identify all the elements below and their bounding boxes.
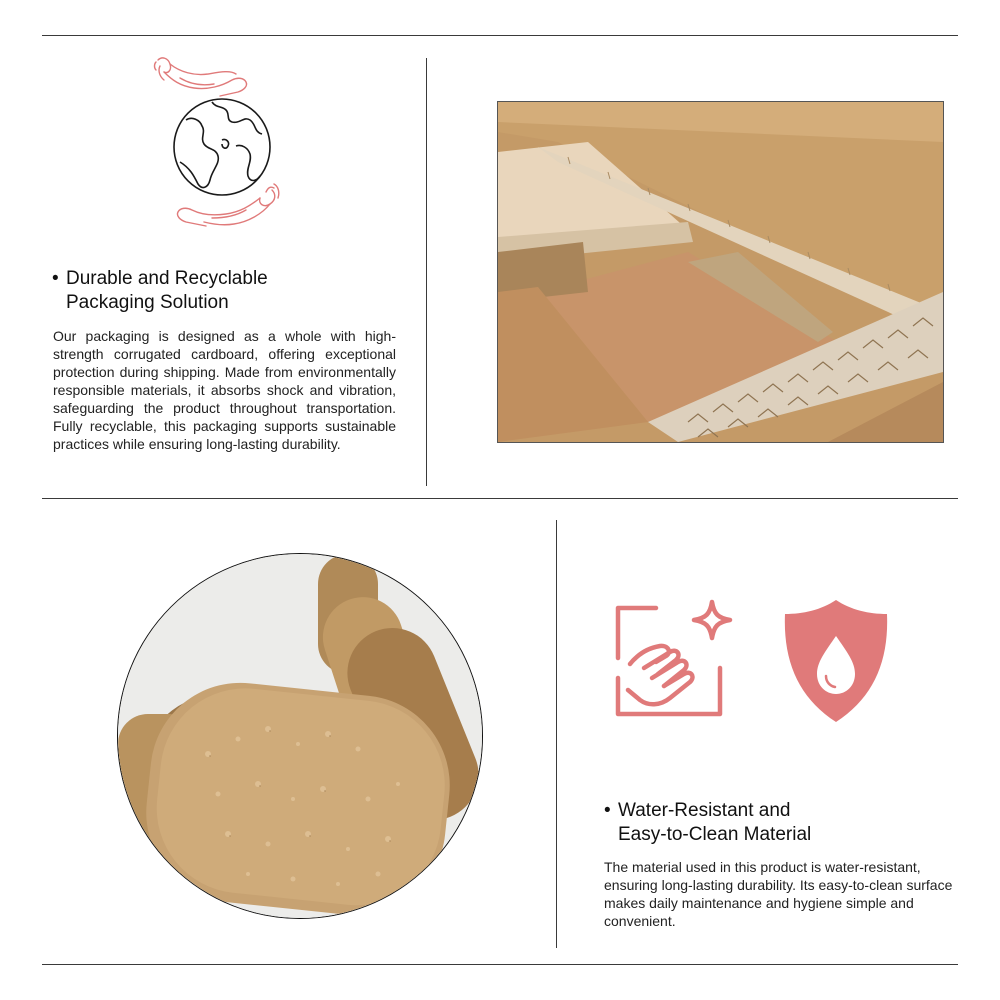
wooden-boards-water-droplets-photo [117, 553, 483, 919]
hand-cleaning-sparkle-icon [608, 598, 736, 720]
section1-heading [52, 267, 412, 315]
section1-vertical-divider [426, 58, 427, 486]
globe-in-hands-icon [150, 50, 280, 235]
middle-divider [42, 498, 958, 499]
section2-description: The material used in this product is water-resistant, ensuring long-lasting durability. Its easy-to-clean surface makes daily maintenance and hygiene simple and convenient. [604, 859, 953, 929]
section1-heading-line1: • Durable and Recyclable [52, 267, 412, 291]
cardboard-packaging-photo [497, 101, 944, 443]
section2-heading-line1: • Water-Resistant and [604, 799, 964, 823]
section2-vertical-divider [556, 520, 557, 948]
section2-heading-line2: Easy-to-Clean Material [618, 824, 812, 845]
section2-heading [604, 799, 964, 847]
water-drop-shield-icon [781, 598, 891, 724]
bottom-divider [42, 964, 958, 965]
section1-heading-line2: Packaging Solution [66, 292, 229, 313]
section1-description: Our packaging is designed as a whole with high-strength corrugated cardboard, offering exceptional protection during shipping. Made from environmentally responsible materials, it absorbs shock and vibration, safeguarding the product throughout transportation. Fully recyclable, this packaging supports sustainable practices while ensuring long-lasting durability. [53, 328, 396, 452]
top-divider [42, 35, 958, 36]
